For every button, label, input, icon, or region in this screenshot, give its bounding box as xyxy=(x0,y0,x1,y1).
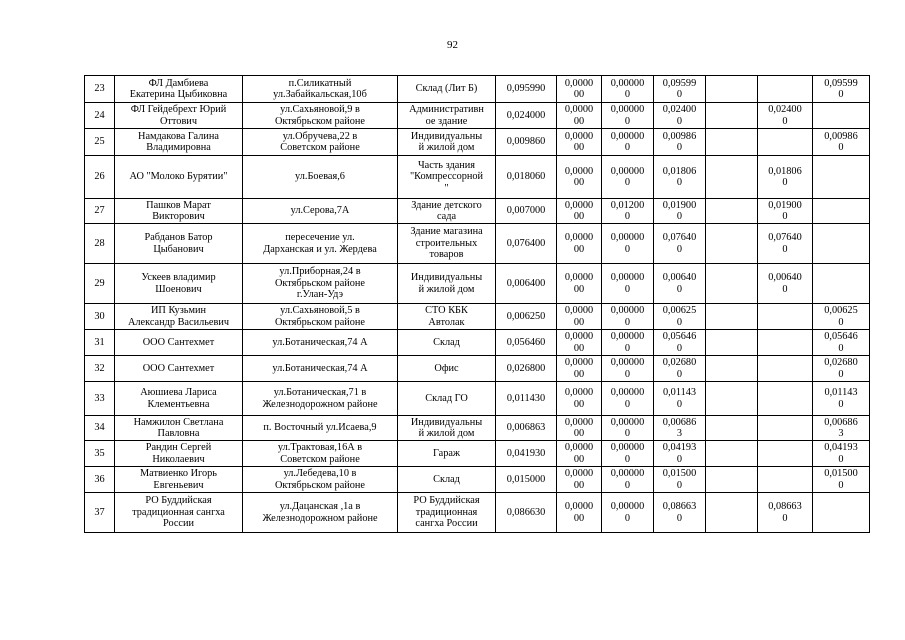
value-col-3: 0,00000 0 xyxy=(602,129,654,156)
value-col-5 xyxy=(706,382,758,416)
value-col-5 xyxy=(706,103,758,129)
value-col-2: 0,0000 00 xyxy=(557,330,602,356)
object-address: ул.Ботаническая,71 в Железнодорожном районе xyxy=(243,382,398,416)
object-type: СТО КБК Автолак xyxy=(398,304,496,330)
row-number: 34 xyxy=(85,416,115,441)
object-address: ул.Трактовая,16А в Советском районе xyxy=(243,441,398,467)
value-col-4: 0,00640 0 xyxy=(654,264,706,304)
owner-name: РО Буддийская традиционная сангха России xyxy=(115,493,243,533)
object-address: ул.Сахьяновой,5 в Октябрьском районе xyxy=(243,304,398,330)
object-address: п. Восточный ул.Исаева,9 xyxy=(243,416,398,441)
table-row xyxy=(85,356,870,382)
value-total: 0,024000 xyxy=(496,103,557,129)
value-col-5 xyxy=(706,76,758,103)
value-col-6 xyxy=(758,382,813,416)
value-col-7 xyxy=(813,156,870,199)
value-col-3: 0,00000 0 xyxy=(602,76,654,103)
value-col-3: 0,00000 0 xyxy=(602,416,654,441)
object-address: ул.Ботаническая,74 А xyxy=(243,330,398,356)
value-col-7 xyxy=(813,264,870,304)
value-col-4: 0,08663 0 xyxy=(654,493,706,533)
row-number: 31 xyxy=(85,330,115,356)
value-col-5 xyxy=(706,304,758,330)
value-col-4: 0,04193 0 xyxy=(654,441,706,467)
value-col-5 xyxy=(706,493,758,533)
value-col-4: 0,01143 0 xyxy=(654,382,706,416)
row-number: 35 xyxy=(85,441,115,467)
value-col-5 xyxy=(706,330,758,356)
object-type: Здание магазина строительных товаров xyxy=(398,224,496,264)
data-table xyxy=(84,75,870,533)
object-type: Склад xyxy=(398,467,496,493)
owner-name: АО "Молоко Бурятии" xyxy=(115,156,243,199)
table-row xyxy=(85,156,870,199)
value-col-2: 0,0000 00 xyxy=(557,356,602,382)
table-row xyxy=(85,493,870,533)
table-row xyxy=(85,416,870,441)
object-address: п.Силикатный ул.Забайкальская,10б xyxy=(243,76,398,103)
value-col-3: 0,00000 0 xyxy=(602,441,654,467)
value-col-5 xyxy=(706,264,758,304)
value-col-5 xyxy=(706,416,758,441)
table-row xyxy=(85,103,870,129)
value-col-5 xyxy=(706,356,758,382)
value-col-7 xyxy=(813,224,870,264)
table-row xyxy=(85,76,870,103)
value-col-5 xyxy=(706,199,758,224)
row-number: 32 xyxy=(85,356,115,382)
value-total: 0,026800 xyxy=(496,356,557,382)
value-col-7: 0,09599 0 xyxy=(813,76,870,103)
row-number: 33 xyxy=(85,382,115,416)
value-total: 0,007000 xyxy=(496,199,557,224)
value-col-7: 0,01143 0 xyxy=(813,382,870,416)
object-type: Склад xyxy=(398,330,496,356)
value-col-4: 0,00625 0 xyxy=(654,304,706,330)
object-address: ул.Боевая,6 xyxy=(243,156,398,199)
object-type: РО Буддийская традиционная сангха России xyxy=(398,493,496,533)
owner-name: Матвиенко Игорь Евгеньевич xyxy=(115,467,243,493)
owner-name: Рандин Сергей Николаевич xyxy=(115,441,243,467)
value-col-6: 0,08663 0 xyxy=(758,493,813,533)
value-col-4: 0,02400 0 xyxy=(654,103,706,129)
row-number: 28 xyxy=(85,224,115,264)
owner-name: ИП Кузьмин Александр Васильевич xyxy=(115,304,243,330)
owner-name: Пашков Марат Викторович xyxy=(115,199,243,224)
value-col-5 xyxy=(706,129,758,156)
value-col-2: 0,0000 00 xyxy=(557,382,602,416)
page-number: 92 xyxy=(447,39,458,51)
table-row xyxy=(85,467,870,493)
object-address: пересечение ул. Дарханская и ул. Жердева xyxy=(243,224,398,264)
owner-name: Ускеев владимир Шоенович xyxy=(115,264,243,304)
table-row xyxy=(85,129,870,156)
object-type: Склад ГО xyxy=(398,382,496,416)
value-col-2: 0,0000 00 xyxy=(557,416,602,441)
object-type: Склад (Лит Б) xyxy=(398,76,496,103)
table-row xyxy=(85,330,870,356)
value-col-4: 0,00686 3 xyxy=(654,416,706,441)
value-col-4: 0,00986 0 xyxy=(654,129,706,156)
value-col-3: 0,00000 0 xyxy=(602,264,654,304)
value-col-3: 0,00000 0 xyxy=(602,382,654,416)
object-address: ул.Ботаническая,74 А xyxy=(243,356,398,382)
value-col-3: 0,00000 0 xyxy=(602,493,654,533)
value-col-3: 0,00000 0 xyxy=(602,467,654,493)
value-col-3: 0,00000 0 xyxy=(602,103,654,129)
table-row xyxy=(85,199,870,224)
value-col-2: 0,0000 00 xyxy=(557,441,602,467)
owner-name: Намжилон Светлана Павловна xyxy=(115,416,243,441)
value-col-7: 0,05646 0 xyxy=(813,330,870,356)
value-total: 0,095990 xyxy=(496,76,557,103)
value-total: 0,009860 xyxy=(496,129,557,156)
row-number: 25 xyxy=(85,129,115,156)
value-col-4: 0,07640 0 xyxy=(654,224,706,264)
value-col-2: 0,0000 00 xyxy=(557,156,602,199)
value-total: 0,076400 xyxy=(496,224,557,264)
value-col-4: 0,01806 0 xyxy=(654,156,706,199)
table-row xyxy=(85,441,870,467)
table-row xyxy=(85,304,870,330)
row-number: 24 xyxy=(85,103,115,129)
value-col-2: 0,0000 00 xyxy=(557,103,602,129)
value-col-7: 0,04193 0 xyxy=(813,441,870,467)
value-col-5 xyxy=(706,467,758,493)
value-col-6: 0,00640 0 xyxy=(758,264,813,304)
owner-name: ООО Сантехмет xyxy=(115,356,243,382)
value-col-3: 0,00000 0 xyxy=(602,304,654,330)
value-col-7 xyxy=(813,493,870,533)
value-col-2: 0,0000 00 xyxy=(557,304,602,330)
object-type: Индивидуальны й жилой дом xyxy=(398,129,496,156)
value-col-2: 0,0000 00 xyxy=(557,76,602,103)
value-col-2: 0,0000 00 xyxy=(557,224,602,264)
owner-name: ФЛ Гейдебрехт Юрий Оттович xyxy=(115,103,243,129)
value-col-7 xyxy=(813,103,870,129)
value-col-6: 0,07640 0 xyxy=(758,224,813,264)
value-total: 0,041930 xyxy=(496,441,557,467)
object-type: Часть здания "Компрессорной " xyxy=(398,156,496,199)
row-number: 37 xyxy=(85,493,115,533)
value-col-3: 0,01200 0 xyxy=(602,199,654,224)
value-col-3: 0,00000 0 xyxy=(602,356,654,382)
object-type: Индивидуальны й жилой дом xyxy=(398,416,496,441)
value-col-5 xyxy=(706,156,758,199)
owner-name: Намдакова Галина Владимировна xyxy=(115,129,243,156)
value-col-3: 0,00000 0 xyxy=(602,156,654,199)
table-row xyxy=(85,382,870,416)
object-address: ул.Обручева,22 в Советском районе xyxy=(243,129,398,156)
value-col-7: 0,00986 0 xyxy=(813,129,870,156)
value-col-6 xyxy=(758,441,813,467)
object-address: ул.Дацанская ,1а в Железнодорожном районе xyxy=(243,493,398,533)
value-col-7: 0,00625 0 xyxy=(813,304,870,330)
value-total: 0,006250 xyxy=(496,304,557,330)
value-col-3: 0,00000 0 xyxy=(602,224,654,264)
object-type: Административн ое здание xyxy=(398,103,496,129)
value-col-4: 0,09599 0 xyxy=(654,76,706,103)
value-total: 0,015000 xyxy=(496,467,557,493)
value-col-6: 0,01900 0 xyxy=(758,199,813,224)
row-number: 27 xyxy=(85,199,115,224)
value-col-4: 0,01500 0 xyxy=(654,467,706,493)
value-col-7: 0,02680 0 xyxy=(813,356,870,382)
object-address: ул.Серова,7А xyxy=(243,199,398,224)
table-row xyxy=(85,224,870,264)
table-body xyxy=(85,76,870,533)
value-col-6 xyxy=(758,416,813,441)
object-type: Гараж xyxy=(398,441,496,467)
row-number: 36 xyxy=(85,467,115,493)
value-total: 0,006400 xyxy=(496,264,557,304)
value-col-6 xyxy=(758,356,813,382)
value-col-2: 0,0000 00 xyxy=(557,493,602,533)
row-number: 23 xyxy=(85,76,115,103)
table-row xyxy=(85,264,870,304)
value-total: 0,006863 xyxy=(496,416,557,441)
object-type: Индивидуальны й жилой дом xyxy=(398,264,496,304)
row-number: 30 xyxy=(85,304,115,330)
owner-name: Аюшиева Лариса Клементьевна xyxy=(115,382,243,416)
value-col-6: 0,02400 0 xyxy=(758,103,813,129)
value-total: 0,011430 xyxy=(496,382,557,416)
value-col-7 xyxy=(813,199,870,224)
owner-name: ФЛ Дамбиева Екатерина Цыбиковна xyxy=(115,76,243,103)
value-col-2: 0,0000 00 xyxy=(557,199,602,224)
value-col-2: 0,0000 00 xyxy=(557,129,602,156)
value-col-5 xyxy=(706,224,758,264)
object-type: Здание детского сада xyxy=(398,199,496,224)
object-type: Офис xyxy=(398,356,496,382)
value-col-5 xyxy=(706,441,758,467)
value-total: 0,056460 xyxy=(496,330,557,356)
value-col-6 xyxy=(758,467,813,493)
value-col-4: 0,05646 0 xyxy=(654,330,706,356)
value-col-2: 0,0000 00 xyxy=(557,467,602,493)
value-col-6 xyxy=(758,129,813,156)
object-address: ул.Приборная,24 в Октябрьском районе г.Улан-Удэ xyxy=(243,264,398,304)
row-number: 26 xyxy=(85,156,115,199)
value-col-4: 0,01900 0 xyxy=(654,199,706,224)
value-col-6 xyxy=(758,76,813,103)
value-col-7: 0,01500 0 xyxy=(813,467,870,493)
value-col-6 xyxy=(758,304,813,330)
value-col-2: 0,0000 00 xyxy=(557,264,602,304)
value-total: 0,018060 xyxy=(496,156,557,199)
value-col-3: 0,00000 0 xyxy=(602,330,654,356)
object-address: ул.Сахьяновой,9 в Октябрьском районе xyxy=(243,103,398,129)
value-col-4: 0,02680 0 xyxy=(654,356,706,382)
object-address: ул.Лебедева,10 в Октябрьском районе xyxy=(243,467,398,493)
value-col-6: 0,01806 0 xyxy=(758,156,813,199)
value-col-7: 0,00686 3 xyxy=(813,416,870,441)
row-number: 29 xyxy=(85,264,115,304)
value-col-6 xyxy=(758,330,813,356)
value-total: 0,086630 xyxy=(496,493,557,533)
owner-name: ООО Сантехмет xyxy=(115,330,243,356)
owner-name: Рабданов Батор Цыбанович xyxy=(115,224,243,264)
